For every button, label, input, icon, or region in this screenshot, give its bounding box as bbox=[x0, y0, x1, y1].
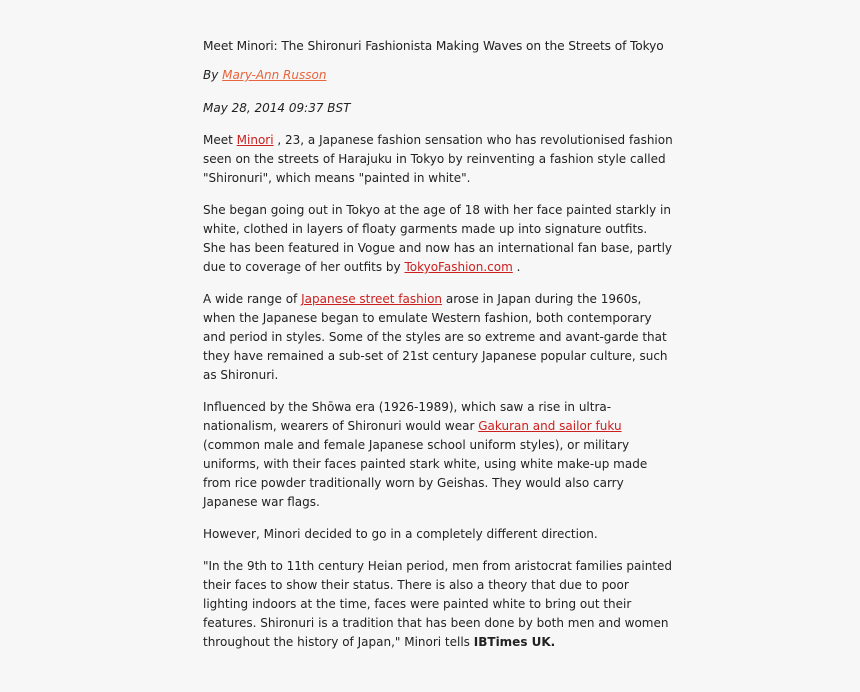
p2-text-1: She began going out in Tokyo at the age of 18 with her face painted starkly in white, clothed in layers of floaty garments made up into signature outfits. She has been featured in Vogue and now has an international fan base, partly due to coverage of her outfits by bbox=[203, 203, 673, 274]
p6-text-1: "In the 9th to 11th century Heian period, men from aristocrat families painted their faces to show their status. There is also a theory that due to poor lighting indoors at the time, faces were painted white to bring out their features. Shironuri is a tradition that has been done by both men and women throughout the history of Japan," Minori tells bbox=[203, 559, 673, 649]
paragraph-6 bbox=[203, 557, 673, 652]
p2-text-2: . bbox=[516, 260, 521, 274]
paragraph-2 bbox=[203, 201, 673, 277]
p1-text-1: Meet bbox=[203, 133, 233, 147]
japanese-street-fashion-link[interactable]: Japanese street fashion bbox=[301, 292, 443, 306]
paragraph-1 bbox=[203, 131, 673, 188]
by-label: By bbox=[203, 68, 219, 82]
p1-text-2: , 23, a Japanese fashion sensation who has revolutionised fashion seen on the streets of Harajuku in Tokyo by reinventing a fashion style called "Shironuri", which means "painted in white". bbox=[203, 133, 673, 185]
gakuran-link[interactable]: Gakuran and sailor fuku bbox=[478, 419, 622, 433]
paragraph-4 bbox=[203, 398, 673, 512]
paragraph-5: However, Minori decided to go in a completely different direction. bbox=[203, 527, 598, 541]
p3-text-1: A wide range of bbox=[203, 292, 298, 306]
paragraph-3 bbox=[203, 290, 673, 385]
p4-text-1: Influenced by the Shōwa era (1926-1989), which saw a rise in ultra-nationalism, wearers of Shironuri would wear bbox=[203, 400, 612, 433]
article-title: Meet Minori: The Shironuri Fashionista Making Waves on the Streets of Tokyo bbox=[203, 39, 664, 53]
tokyofashion-link[interactable]: TokyoFashion.com bbox=[404, 260, 513, 274]
ibtimes-bold: IBTimes UK. bbox=[473, 635, 556, 649]
byline bbox=[203, 66, 673, 85]
minori-link[interactable]: Minori bbox=[236, 133, 274, 147]
publish-date: May 28, 2014 09:37 BST bbox=[203, 101, 351, 115]
p4-text-2: (common male and female Japanese school uniform styles), or military uniforms, with their faces painted stark white, using white make-up made from rice powder traditionally worn by Geishas. They would also carry Japanese war flags. bbox=[203, 438, 648, 509]
article bbox=[203, 36, 673, 665]
p3-text-2: arose in Japan during the 1960s, when the Japanese began to emulate Western fashion, both contemporary and period in styles. Some of the styles are so extreme and avant-garde that they have remained a sub-set of 21st century Japanese popular culture, such as Shironuri. bbox=[203, 292, 668, 382]
author-link[interactable]: Mary-Ann Russon bbox=[222, 68, 327, 82]
